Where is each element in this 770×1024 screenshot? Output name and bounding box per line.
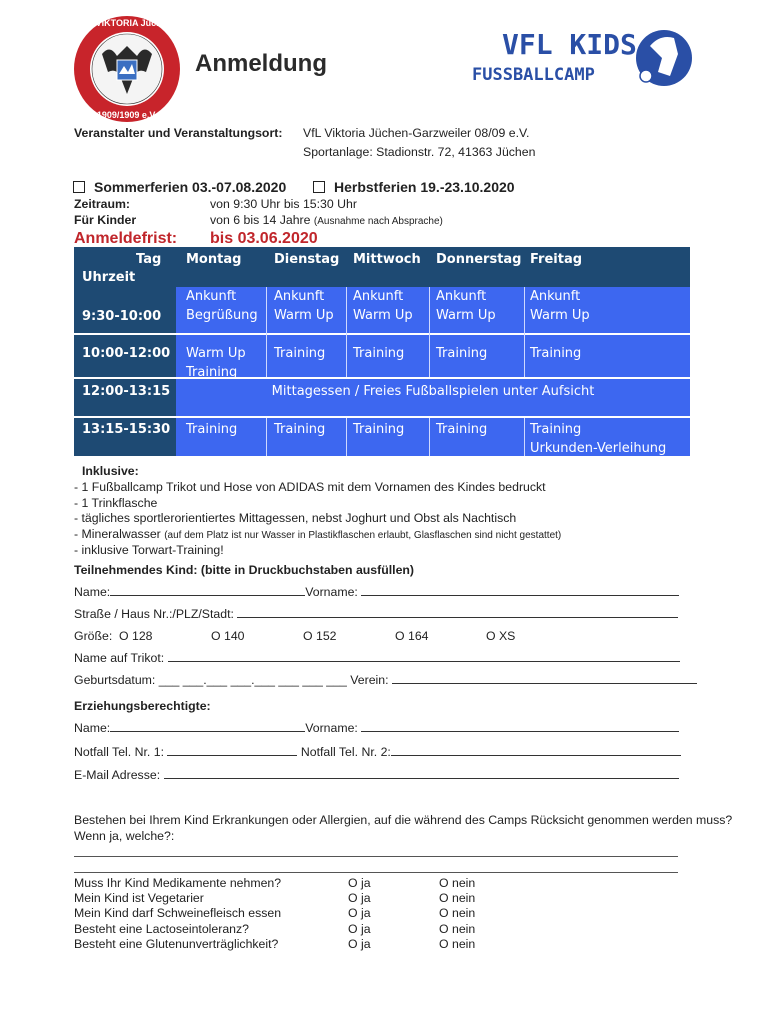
- guardian-email-row: [74, 768, 679, 782]
- cell-fri-r1: [530, 287, 590, 325]
- zeitraum-label: Zeitraum:: [74, 197, 131, 211]
- kinder-label: Für Kinder: [74, 213, 137, 227]
- health-no-option[interactable]: O nein: [439, 906, 476, 921]
- inklusive-item: [74, 527, 561, 544]
- kids-camp-logo: [470, 24, 696, 94]
- child-trikot-label: Name auf Trikot:: [74, 651, 165, 665]
- club-logo: [72, 14, 182, 124]
- health-questions: [74, 876, 281, 952]
- child-birth-field[interactable]: ___ ___.___ ___.___ ___ ___ ___: [158, 673, 347, 687]
- child-trikot-row: [74, 651, 680, 665]
- guardian-name-label: Name:: [74, 721, 111, 735]
- cell-fri-r2: Training: [530, 346, 582, 361]
- cell-mon-r1: [186, 287, 258, 325]
- size-option-140[interactable]: O 140: [211, 629, 245, 643]
- organizer-line1: VfL Viktoria Jüchen-Garzweiler 08/09 e.V.: [303, 126, 530, 140]
- health-no-option[interactable]: O nein: [439, 921, 476, 936]
- health-q: Muss Ihr Kind Medikamente nehmen?: [74, 876, 282, 890]
- health-no-option[interactable]: O nein: [439, 891, 476, 906]
- guardian-tel2-label: Notfall Tel. Nr. 2:: [300, 745, 391, 759]
- cell-wed-r2: Training: [353, 346, 405, 361]
- cell-line: Urkunden-Verleihung: [530, 441, 667, 456]
- cell-line: Ankunft: [530, 289, 581, 304]
- kinder-value: [210, 213, 443, 227]
- period-summer-label: Sommerferien 03.-07.08.2020: [94, 179, 287, 195]
- guardian-vorname-label: Vorname:: [305, 721, 358, 735]
- mineral-note: (auf dem Platz ist nur Wasser in Plastikflaschen erlaubt, Glasflaschen sind nicht gestattet): [164, 529, 562, 541]
- guardian-vorname-field[interactable]: [361, 721, 679, 732]
- guardian-tel-row: [74, 745, 681, 759]
- child-vorname-label: Vorname:: [305, 585, 358, 599]
- size-option-152[interactable]: O 152: [303, 629, 337, 643]
- kids-logo-line2: FUSSBALLCAMP: [472, 65, 595, 85]
- cell-line: Training: [530, 422, 582, 437]
- day-monday: Montag: [186, 252, 242, 267]
- health-question: Bestehen bei Ihrem Kind Erkrankungen oder Allergien, auf die während des Camps Rücksicht genommen werden muss? Wenn ja, welche?:: [74, 813, 733, 843]
- guardian-tel1-label: Notfall Tel. Nr. 1:: [74, 745, 164, 759]
- health-answer-line[interactable]: [74, 872, 678, 873]
- child-name-row: [74, 585, 679, 599]
- day-friday: Freitag: [530, 252, 583, 267]
- svg-text:1909/1909 e.V.: 1909/1909 e.V.: [96, 110, 158, 120]
- child-birth-row: [74, 673, 697, 687]
- zeitraum-value: von 9:30 Uhr bis 15:30 Uhr: [210, 197, 357, 211]
- health-no-options: [439, 876, 475, 952]
- size-option-128[interactable]: O 128: [119, 629, 153, 643]
- inklusive-item: - 1 Fußballcamp Trikot und Hose von ADIDAS mit dem Vornamen des Kindes bedruckt: [74, 480, 546, 494]
- cell-tue-r1: [274, 287, 334, 325]
- health-q: Mein Kind ist Vegetarier: [74, 891, 204, 906]
- child-vorname-field[interactable]: [361, 585, 679, 596]
- deadline-value: bis 03.06.2020: [210, 230, 318, 247]
- child-verein-label: Verein:: [350, 673, 389, 687]
- cell-wed-r1: [353, 287, 413, 325]
- cell-thu-r2: Training: [436, 346, 488, 361]
- child-birth-label: Geburtsdatum:: [74, 673, 156, 687]
- cell-line: Ankunft: [436, 289, 487, 304]
- day-thursday: Donnerstag: [436, 252, 522, 267]
- cell-tue-r4: Training: [274, 422, 326, 437]
- schedule-table: [74, 247, 690, 456]
- cell-line: Ankunft: [353, 289, 404, 304]
- cell-mon-r2: [186, 344, 246, 382]
- size-option-xs[interactable]: O XS: [486, 629, 516, 643]
- health-q: Mein Kind darf Schweinefleisch essen: [74, 906, 282, 921]
- period-autumn-label: Herbstferien 19.-23.10.2020: [334, 179, 515, 195]
- cell-fri-r4: [530, 420, 666, 458]
- health-q: Besteht eine Lactoseintoleranz?: [74, 921, 250, 936]
- child-trikot-field[interactable]: [168, 651, 680, 662]
- health-no-option[interactable]: O nein: [439, 876, 476, 890]
- cell-thu-r1: [436, 287, 496, 325]
- day-wednesday: Mittwoch: [353, 252, 421, 267]
- inklusive-list: [74, 480, 561, 559]
- kids-logo-line1: VFL KIDS: [502, 28, 637, 61]
- inklusive-item: - 1 Trinkflasche: [74, 495, 158, 510]
- svg-text:VfL VIKTORIA Jüchen-: VfL VIKTORIA Jüchen-: [78, 18, 176, 28]
- inklusive-item: - tägliches sportlerorientiertes Mittagessen, nebst Joghurt und Obst als Nachtisch: [74, 511, 517, 525]
- summer-checkbox[interactable]: [73, 181, 85, 193]
- inklusive-item: - inklusive Torwart-Training!: [74, 543, 224, 557]
- health-yes-option[interactable]: O ja: [348, 876, 371, 890]
- page-title: Anmeldung: [195, 50, 327, 77]
- guardian-name-field[interactable]: [110, 721, 305, 732]
- cell-line: Warm Up: [353, 308, 413, 323]
- time-slot-3: 12:00-13:15: [82, 384, 171, 399]
- size-option-164[interactable]: O 164: [395, 629, 429, 643]
- time-slot-4: 13:15-15:30: [82, 422, 171, 437]
- cell-mon-r4: Training: [186, 422, 238, 437]
- health-yes-option[interactable]: O ja: [348, 921, 371, 936]
- cell-wed-r4: Training: [353, 422, 405, 437]
- cell-line: Begrüßung: [186, 308, 258, 323]
- autumn-checkbox[interactable]: [313, 181, 325, 193]
- child-street-label: Straße / Haus Nr.:/PLZ/Stadt:: [74, 607, 234, 621]
- cell-line: Warm Up: [436, 308, 496, 323]
- cell-line: Warm Up: [186, 346, 246, 361]
- day-tuesday: Dienstag: [274, 252, 340, 267]
- inklusive-item-mineral: - Mineralwasser: [74, 526, 161, 541]
- time-slot-1: 9:30-10:00: [82, 309, 162, 324]
- cell-line: Warm Up: [530, 308, 590, 323]
- health-yes-option[interactable]: O ja: [348, 891, 371, 906]
- corner-tag: Tag: [136, 252, 162, 267]
- child-name-field[interactable]: [110, 585, 305, 596]
- kinder-age: von 6 bis 14 Jahre: [210, 213, 311, 227]
- health-yes-option[interactable]: O ja: [348, 906, 371, 921]
- guardian-name-row: [74, 721, 679, 735]
- guardian-heading: Erziehungsberechtigte:: [74, 699, 211, 713]
- organizer-line2: Sportanlage: Stadionstr. 72, 41363 Jüchen: [303, 145, 536, 159]
- guardian-tel2-field[interactable]: [391, 745, 681, 756]
- health-yes-options: [348, 876, 371, 952]
- cell-line: Ankunft: [274, 289, 325, 304]
- guardian-email-label: E-Mail Adresse:: [74, 768, 161, 782]
- child-heading: Teilnehmendes Kind: (bitte in Druckbuchstaben ausfüllen): [74, 563, 415, 577]
- cell-line: Ankunft: [186, 289, 237, 304]
- corner-time: Uhrzeit: [82, 270, 136, 285]
- period-summer: [73, 179, 286, 195]
- cell-lunch-merged: Mittagessen / Freies Fußballspielen unter Aufsicht: [271, 384, 595, 399]
- period-autumn: [313, 179, 515, 195]
- health-q: Besteht eine Glutenunverträglichkeit?: [74, 936, 279, 951]
- inklusive-heading: Inklusive:: [82, 464, 139, 478]
- cell-tue-r2: Training: [274, 346, 326, 361]
- guardian-tel1-field[interactable]: [167, 745, 297, 756]
- cell-thu-r4: Training: [436, 422, 488, 437]
- health-yes-option[interactable]: O ja: [348, 936, 371, 951]
- time-slot-2: 10:00-12:00: [82, 346, 171, 361]
- cell-line: Warm Up: [274, 308, 334, 323]
- cell-line: Training: [186, 365, 238, 380]
- child-street-field[interactable]: [237, 607, 678, 618]
- kinder-note: (Ausnahme nach Absprache): [313, 216, 443, 227]
- health-answer-line[interactable]: [74, 856, 678, 857]
- deadline-label: Anmeldefrist:: [74, 230, 178, 247]
- health-no-option[interactable]: O nein: [439, 936, 476, 951]
- child-size-label: Größe:: [74, 629, 113, 643]
- organizer-label: Veranstalter und Veranstaltungsort:: [74, 126, 283, 140]
- child-verein-field[interactable]: [392, 673, 697, 684]
- guardian-email-field[interactable]: [164, 768, 679, 779]
- child-name-label: Name:: [74, 585, 111, 599]
- child-street-row: [74, 607, 678, 621]
